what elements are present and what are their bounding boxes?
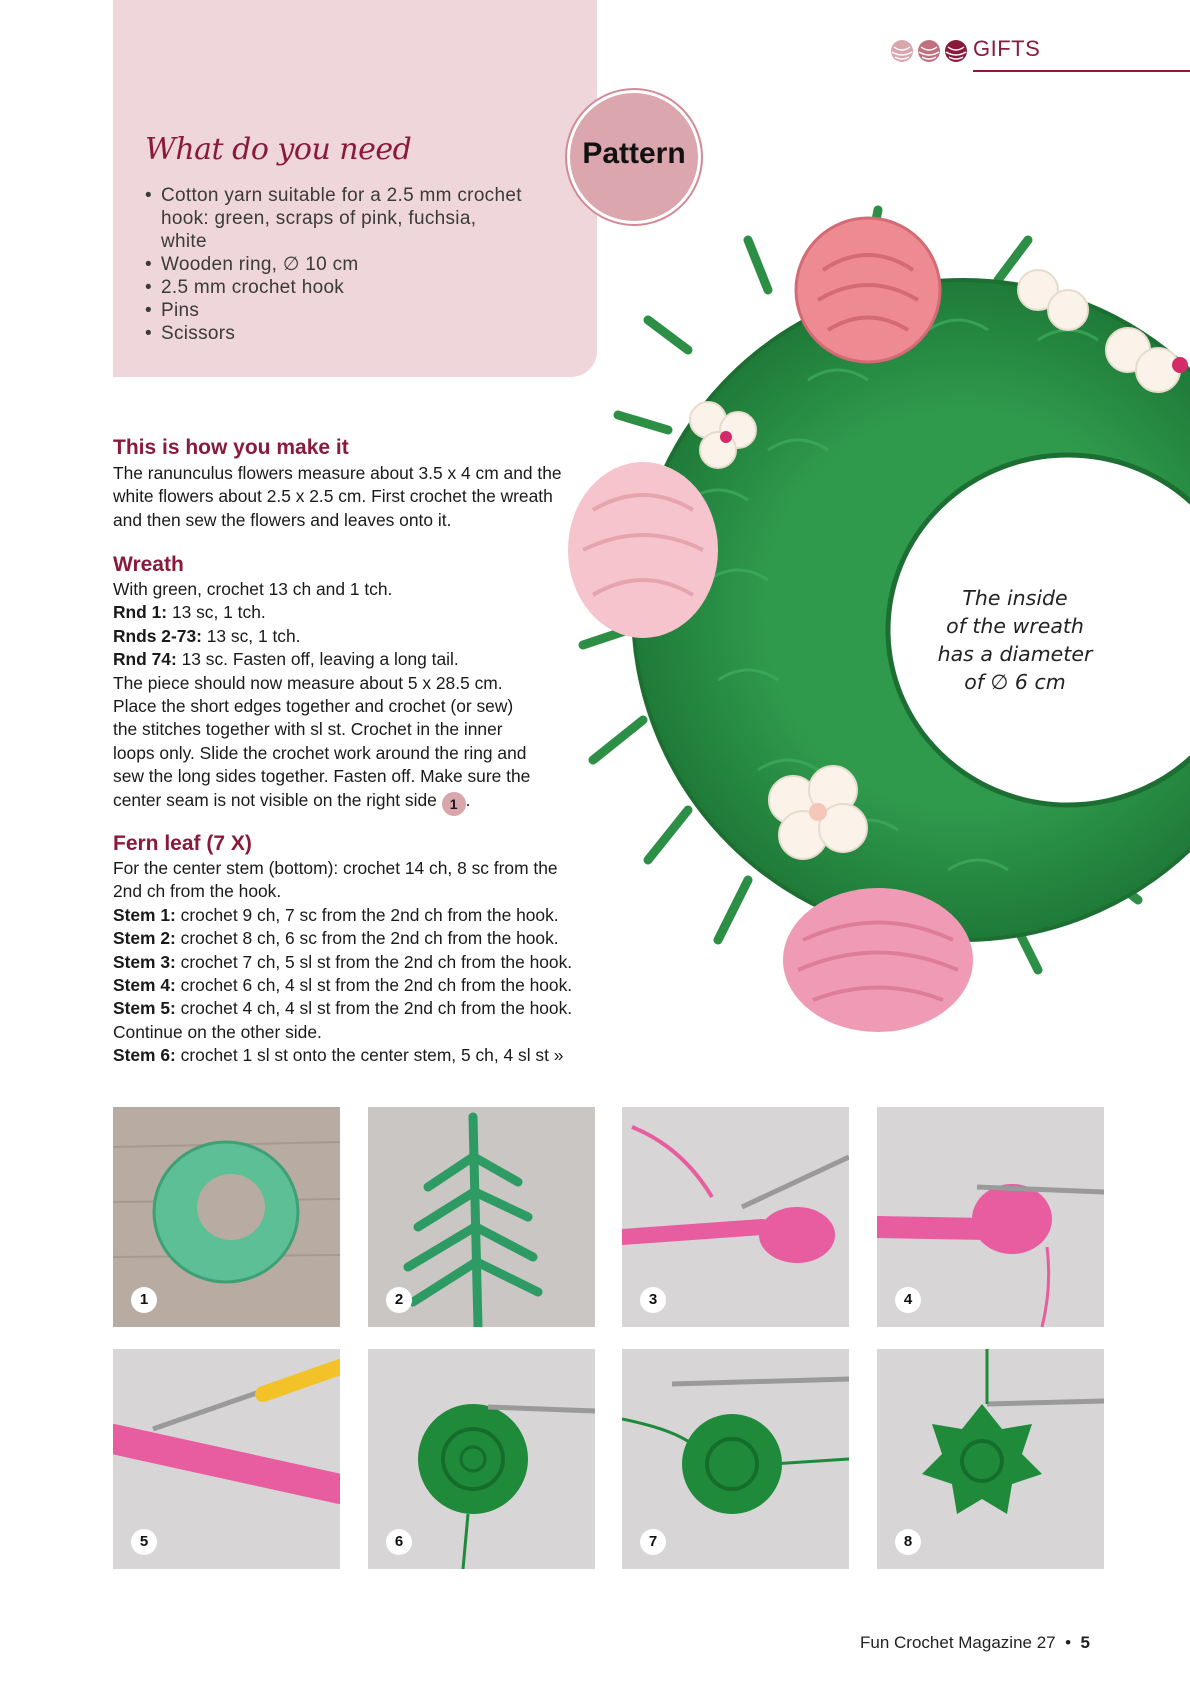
fern-line: Stem 5: crochet 4 ch, 4 sl st from the 2nd ch from the hook. [113, 998, 573, 1019]
step-photo-8 [877, 1349, 1104, 1569]
materials-title: What do you need [145, 132, 412, 167]
wreath-caption [925, 584, 1105, 696]
step-number: 1 [131, 1287, 157, 1313]
wreath-line: Rnd 74: 13 sc. Fasten off, leaving a long tail. [113, 649, 459, 670]
page-footer [860, 1633, 1090, 1653]
how-line: and then sew the flowers and leaves onto it. [113, 509, 452, 530]
fern-line: 2nd ch from the hook. [113, 881, 282, 902]
wreath-title: Wreath [113, 553, 184, 576]
materials-item: • Cotton yarn suitable for a 2.5 mm crochet hook: green, scraps of pink, fuchsia, white [143, 184, 523, 253]
wreath-caption-line: of ∅ 6 cm [964, 670, 1066, 694]
wreath-line: sew the long sides together. Fasten off. Make sure the [113, 766, 531, 787]
footer-separator: • [1065, 1633, 1072, 1652]
step-photo-4 [877, 1107, 1104, 1327]
wreath-caption-line: has a diameter [937, 642, 1093, 666]
how-title: This is how you make it [113, 436, 349, 459]
fern-line: For the center stem (bottom): crochet 14 ch, 8 sc from the [113, 858, 558, 878]
step-photo-2 [368, 1107, 595, 1327]
fern-line: Stem 2: crochet 8 ch, 6 sc from the 2nd ch from the hook. [113, 928, 559, 949]
materials-item: • 2.5 mm crochet hook [143, 276, 523, 299]
step-number: 5 [131, 1529, 157, 1555]
magazine-name: Fun Crochet Magazine 27 [860, 1633, 1056, 1652]
page-number: 5 [1080, 1633, 1090, 1652]
section-label: GIFTS [973, 36, 1041, 61]
wreath-text [113, 578, 643, 816]
wreath-caption-line: of the wreath [946, 614, 1084, 638]
wreath-line: Rnds 2-73: 13 sc, 1 tch. [113, 625, 301, 646]
step-photo-5 [113, 1349, 340, 1569]
wreath-line: The piece should now measure about 5 x 28.5 cm. [113, 672, 503, 693]
fern-text [113, 857, 643, 1068]
wreath-line: Rnd 1: 13 sc, 1 tch. [113, 602, 266, 623]
how-line: The ranunculus flowers measure about 3.5 x 4 cm and the [113, 463, 562, 483]
yarn-balls-icon [889, 38, 971, 64]
materials-item: • Pins [143, 299, 523, 322]
materials-item: • Scissors [143, 322, 523, 345]
step-number: 2 [386, 1287, 412, 1313]
fern-line: Continue on the other side. [113, 1021, 322, 1042]
pattern-badge-label: Pattern [582, 137, 686, 170]
wreath-line: With green, crochet 13 ch and 1 tch. [113, 579, 393, 599]
wreath-line: loops only. Slide the crochet work around the ring and [113, 742, 527, 763]
fern-line: Stem 3: crochet 7 ch, 5 sl st from the 2nd ch from the hook. [113, 951, 573, 972]
step-photo-1 [113, 1107, 340, 1327]
how-text [113, 462, 643, 532]
wreath-line: the stitches together with sl st. Crochet in the inner [113, 719, 503, 740]
fern-line: Stem 4: crochet 6 ch, 4 sl st from the 2nd ch from the hook. [113, 975, 573, 996]
step-photo-3 [622, 1107, 849, 1327]
step-ref-badge: 1 [442, 792, 466, 816]
wreath-caption-line: The inside [962, 586, 1068, 610]
step-number: 7 [640, 1529, 666, 1555]
wreath-line: Place the short edges together and crochet (or sew) [113, 696, 514, 717]
header-rule [973, 70, 1190, 72]
step-number: 3 [640, 1287, 666, 1313]
materials-list [143, 184, 523, 345]
step-number: 6 [386, 1529, 412, 1555]
wreath-line: center seam is not visible on the right side 1 . [113, 789, 643, 816]
step-photo-7 [622, 1349, 849, 1569]
how-line: white flowers about 2.5 x 2.5 cm. First crochet the wreath [113, 486, 553, 507]
materials-item: • Wooden ring, ∅ 10 cm [143, 253, 523, 276]
step-number: 8 [895, 1529, 921, 1555]
fern-line: Stem 6: crochet 1 sl st onto the center stem, 5 ch, 4 sl st » [113, 1045, 564, 1066]
fern-title: Fern leaf (7 X) [113, 832, 252, 855]
step-number: 4 [895, 1287, 921, 1313]
fern-line: Stem 1: crochet 9 ch, 7 sc from the 2nd ch from the hook. [113, 904, 559, 925]
step-photo-6 [368, 1349, 595, 1569]
